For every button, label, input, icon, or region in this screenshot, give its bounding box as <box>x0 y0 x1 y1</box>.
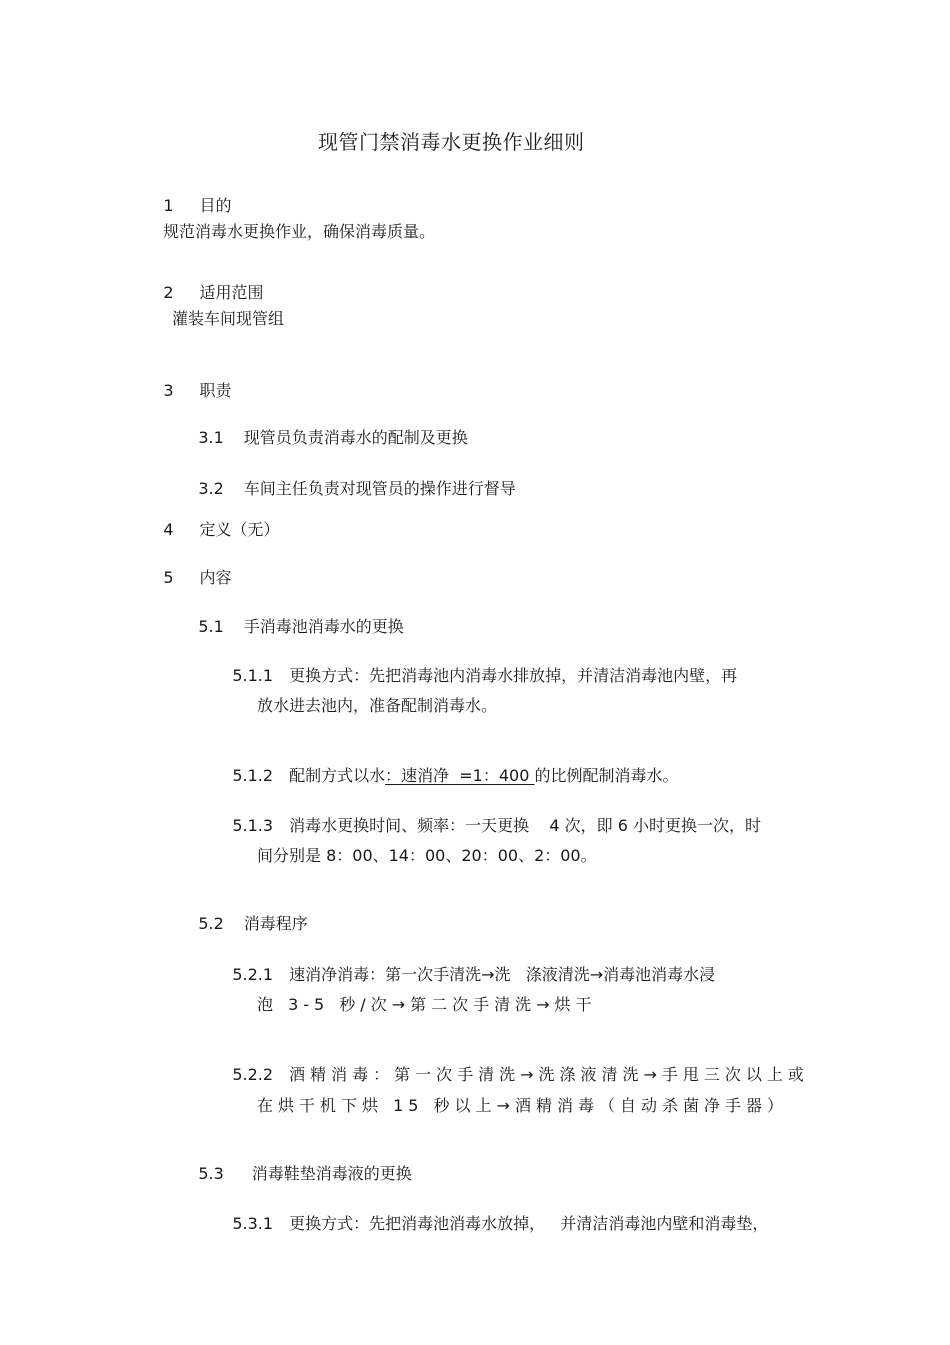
section-number: 3 <box>163 381 174 400</box>
section-label: 目的 <box>199 196 232 215</box>
item-5-1-3-continuation: 间分别是 8：00、14：00、20：00、2：00。 <box>257 846 597 865</box>
section-2-text: 灌装车间现管组 <box>172 309 285 328</box>
item-number: 5.3.1 <box>232 1214 274 1233</box>
subsection-number: 3.2 <box>198 479 224 498</box>
subsection-number: 5.3 <box>198 1164 224 1183</box>
item-5-1-1-continuation: 放水进去池内，准备配制消毒水。 <box>257 696 498 715</box>
ratio-underlined: ：速消净 =1：400 <box>385 766 535 785</box>
section-number: 1 <box>163 196 174 215</box>
subsection-text: 车间主任负责对现管员的操作进行督导 <box>243 479 516 498</box>
item-number: 5.1.3 <box>232 816 274 835</box>
item-5-3-1 <box>212 1194 768 1254</box>
item-text-line1: 更换方式：先把消毒池内消毒水排放掉，并清洁消毒池内壁，再 <box>289 666 738 685</box>
item-number: 5.2.2 <box>232 1065 274 1084</box>
subsection-label: 消毒程序 <box>243 914 308 933</box>
item-text-line1: 更换方式：先把消毒池消毒水放掉， 并清洁消毒池内壁和消毒垫， <box>289 1214 769 1233</box>
section-label: 定义（无） <box>199 520 280 539</box>
section-label: 内容 <box>199 568 232 587</box>
item-text-post: 的比例配制消毒水。 <box>534 766 679 785</box>
item-text-pre: 配制方式以水 <box>289 766 386 785</box>
subsection-number: 5.2 <box>198 914 224 933</box>
item-5-2-1-continuation: 泡 3-5 秒/次→第二次手清洗→烘干 <box>257 995 597 1014</box>
item-text-line1: 消毒水更换时间、频率：一天更换 4 次，即 6 小时更换一次，时 <box>289 816 762 835</box>
item-text-line1: 酒精消毒：第一次手清洗→洗涤液清洗→手甩三次以上或 <box>289 1065 809 1084</box>
section-label: 职责 <box>199 381 232 400</box>
item-number: 5.1.1 <box>232 666 274 685</box>
section-1-text: 规范消毒水更换作业，确保消毒质量。 <box>163 222 436 241</box>
section-number: 4 <box>163 520 174 539</box>
subsection-text: 现管员负责消毒水的配制及更换 <box>243 428 468 447</box>
item-number: 5.2.1 <box>232 965 274 984</box>
subsection-number: 3.1 <box>198 428 224 447</box>
item-5-2-2-continuation: 在烘干机下烘 15 秒以上→酒精消毒（自动杀菌净手器） <box>257 1096 788 1115</box>
section-number: 5 <box>163 568 174 587</box>
document-title: 现管门禁消毒水更换作业细则 <box>318 130 585 154</box>
section-label: 适用范围 <box>199 283 264 302</box>
subsection-number: 5.1 <box>198 617 224 636</box>
subsection-label: 手消毒池消毒水的更换 <box>243 617 404 636</box>
item-number: 5.1.2 <box>232 766 274 785</box>
section-number: 2 <box>163 283 174 302</box>
subsection-label: 消毒鞋垫消毒液的更换 <box>251 1164 412 1183</box>
item-text-line1: 速消净消毒：第一次手清洗→洗 涤液清洗→消毒池消毒水浸 <box>289 965 716 984</box>
